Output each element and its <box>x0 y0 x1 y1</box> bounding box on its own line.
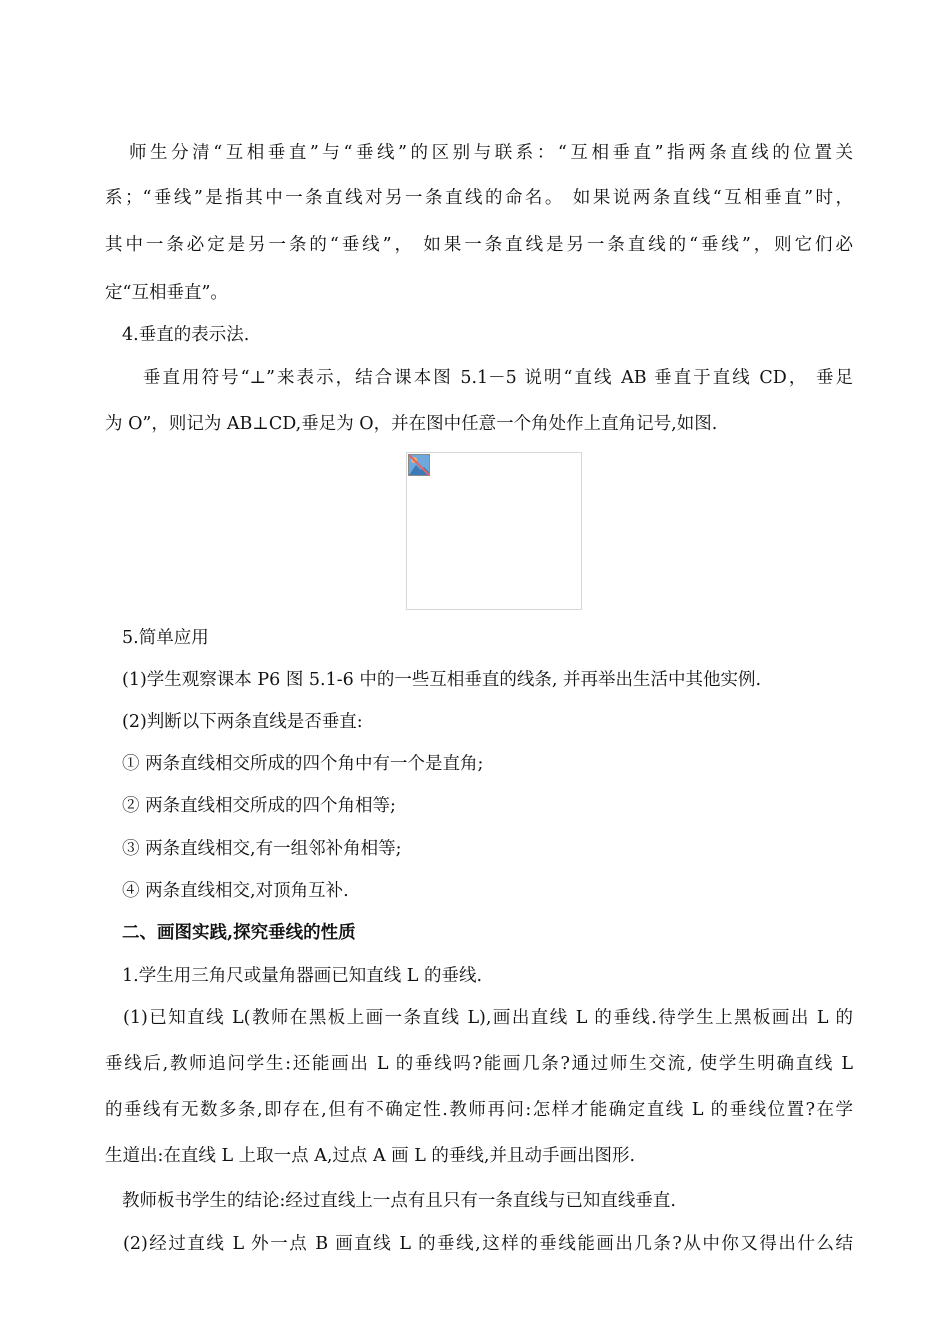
paragraph-line: 垂线后,教师追问学生:还能画出 L 的垂线吗?能画几条?通过师生交流, 使学生明确直线 L <box>105 1054 853 1074</box>
paragraph-line: (1)已知直线 L(教师在黑板上画一条直线 L),画出直线 L 的垂线.待学生上黑板画出 L 的 <box>123 1008 853 1028</box>
paragraph-line: 生道出:在直线 L 上取一点 A,过点 A 画 L 的垂线,并且动手画出图形. <box>105 1146 636 1166</box>
condition-item: ④ 两条直线相交,对顶角互补. <box>122 881 349 901</box>
section-title: 二、画图实践,探究垂线的性质 <box>122 923 356 943</box>
paragraph-line: 的垂线有无数多条,即存在,但有不确定性.教师再问:怎样才能确定直线 L 的垂线位置?在学 <box>105 1100 853 1120</box>
paragraph-line: 师生分清“互相垂直”与“垂线”的区别与联系：“互相垂直”指两条直线的位置关 <box>129 143 853 163</box>
figure-placeholder <box>406 452 582 610</box>
broken-image-icon <box>408 454 430 476</box>
paragraph-line: 其中一条必定是另一条的“垂线”， 如果一条直线是另一条直线的“垂线”，则它们必 <box>105 235 853 255</box>
paragraph-line: 垂直用符号“⊥”来表示，结合课本图 5.1－5 说明“直线 AB 垂直于直线 CD， 垂足 <box>143 368 853 388</box>
paragraph-line: 系；“垂线”是指其中一条直线对另一条直线的命名。 如果说两条直线“互相垂直”时， <box>105 188 853 208</box>
question-item: (1)学生观察课本 P6 图 5.1-6 中的一些互相垂直的线条, 并再举出生活中其他实例. <box>122 670 762 690</box>
section-heading: 4.垂直的表示法. <box>122 325 250 345</box>
condition-item: ② 两条直线相交所成的四个角相等; <box>122 796 396 816</box>
section-heading: 5.简单应用 <box>122 628 209 648</box>
conclusion-line: 教师板书学生的结论:经过直线上一点有且只有一条直线与已知直线垂直. <box>122 1191 676 1211</box>
step-item: 1.学生用三角尺或量角器画已知直线 L 的垂线. <box>122 966 483 986</box>
paragraph-line: 为 O”，则记为 AB⊥CD,垂足为 O，并在图中任意一个角处作上直角记号,如图. <box>105 414 718 434</box>
condition-item: ③ 两条直线相交,有一组邻补角相等; <box>122 839 402 859</box>
paragraph-line: (2)经过直线 L 外一点 B 画直线 L 的垂线,这样的垂线能画出几条?从中你又得出什么结 <box>123 1234 853 1254</box>
question-item: (2)判断以下两条直线是否垂直: <box>122 712 363 732</box>
condition-item: ① 两条直线相交所成的四个角中有一个是直角; <box>122 754 484 774</box>
paragraph-line: 定“互相垂直”。 <box>105 283 228 303</box>
